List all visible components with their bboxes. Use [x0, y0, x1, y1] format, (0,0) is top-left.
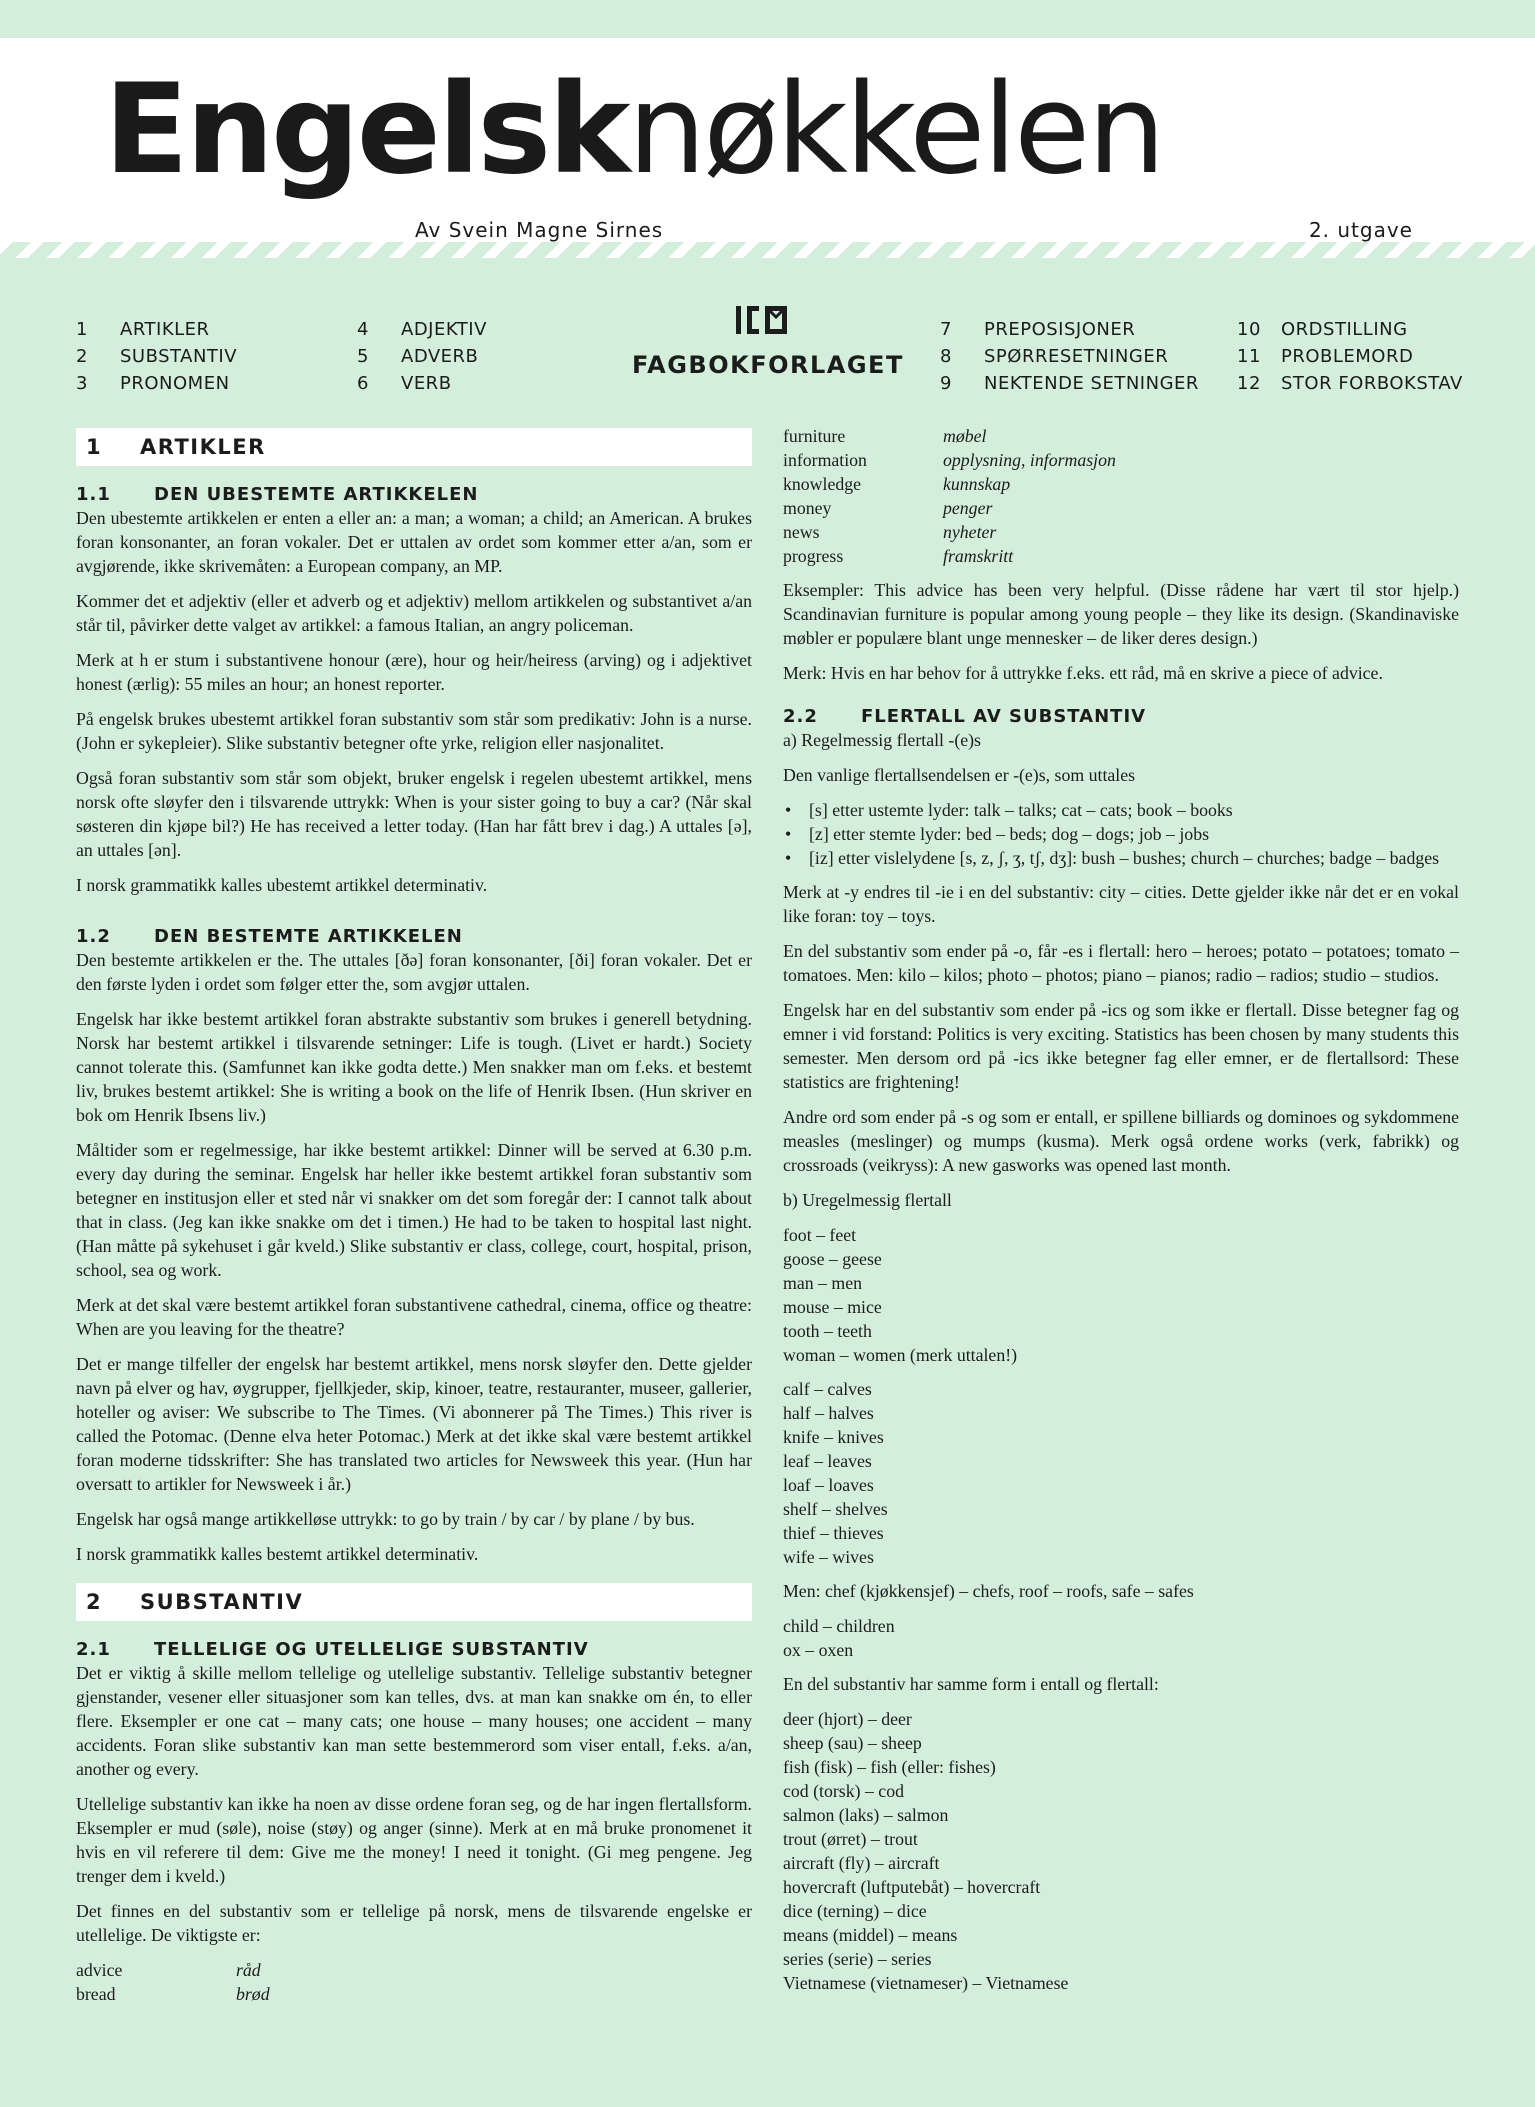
list-item: leaf – leaves — [783, 1451, 872, 1471]
toc-item: 3 PRONOMEN — [76, 373, 230, 394]
word-list — [783, 1223, 1459, 1367]
paragraph: Engelsk har ikke bestemt artikkel foran abstrakte substantiv som brukes i generell betydning. Norsk har bestemt artikkel i tilsvarende setninger: Life is tough. (Livet er hardt.) Society cannot tolerate this. (Samfunnet kan ikke godta dette.) Men snakker man om f.eks. et bestemt liv, brukes bestemt artikkel: She is writing a book on the life of Henrik Ibsen. (Hun skriver en bok om Henrik Ibsens liv.) — [76, 1009, 752, 1125]
toc-item: 1 ARTIKLER — [76, 319, 210, 340]
list-item: shelf – shelves — [783, 1499, 888, 1519]
word-pair: news nyheter — [783, 522, 997, 542]
list-item: sheep (sau) – sheep — [783, 1733, 922, 1753]
paragraph: En del substantiv som ender på -o, får -es i flertall: hero – heroes; potato – potatoes; tomato – tomatoes. Men: kilo – kilos; photo – photos; piano – pianos; radio – radios; studio – studios. — [783, 941, 1459, 985]
paragraph: Kommer det et adjektiv (eller et adverb og et adjektiv) mellom artikkelen og substantivet a/an står til, påvirker dette valget av artikkel: a famous Italian, an angry policeman. — [76, 591, 752, 635]
word-pair: information opplysning, informasjon — [783, 450, 1116, 470]
list-item: Vietnamese (vietnameser) – Vietnamese — [783, 1973, 1069, 1993]
paragraph: Den vanlige flertallsendelsen er -(e)s, som uttales — [783, 765, 1136, 785]
paragraph: Den bestemte artikkelen er the. The uttales [ðə] foran konsonanter, [ði] foran vokaler. Det er den første lyden i ordet som følger etter the, som avgjør uttalen. — [76, 950, 752, 994]
list-item: dice (terning) – dice — [783, 1901, 927, 1921]
list-item: ox – oxen — [783, 1640, 854, 1660]
toc-item: 7 PREPOSISJONER — [940, 319, 1136, 340]
paragraph: Måltider som er regelmessige, har ikke bestemt artikkel: Dinner will be served at 6.30 p.m. every day during the seminar. Engelsk har heller ikke bestemt artikkel foran substantiv som betegner en institusjon eller et sted når vi snakker om det som foregår der: I cannot talk about that in class. (Jeg kan ikke snakke om det i timen.) He had to be taken to hospital last night. (Han måtte på sykehuset i går kveld.) Slike substantiv er class, college, court, hospital, prison, school, sea og work. — [76, 1140, 752, 1280]
list-item: child – children — [783, 1616, 895, 1636]
list-item: wife – wives — [783, 1547, 874, 1567]
toc-column-3 — [940, 316, 1199, 397]
paragraph: En del substantiv har samme form i entall og flertall: — [783, 1674, 1159, 1694]
paragraph: Det er viktig å skille mellom tellelige og utellelige substantiv. Tellelige substantiv betegner gjenstander, vesener eller situasjoner som kan telles, dvs. at man kan snakke om én, to eller flere. Eksempler er one cat – many cats; one house – many houses; one accident – many accidents. Foran slike substantiv kan man sette bestemmerord som viser entall, f.eks. a/an, another og every. — [76, 1663, 752, 1779]
toc-item: 11 PROBLEMORD — [1237, 346, 1414, 367]
paragraph: Utellelige substantiv kan ikke ha noen av disse ordene foran seg, og de har ingen flertallsform. Eksempler er mud (søle), noise (støy) og anger (sinne). Merk at en må bruke pronomenet it hvis en vil referere til dem: Give me the money! I need it tonight. (Gi meg pengene. Jeg trenger dem i kveld.) — [76, 1794, 752, 1886]
sub-label: a) Regelmessig flertall -(e)s — [783, 730, 981, 750]
paragraph: Også foran substantiv som står som objekt, bruker engelsk i regelen ubestemt artikkel, mens norsk ofte sløyfer den i tilsvarende uttrykk: When is your sister going to buy a car? (Når skal søsteren din kjøpe bil?) He has received a letter today. (Han har fått brev i dag.) A uttales [ə], an uttales [ən]. — [76, 768, 752, 860]
paragraph: I norsk grammatikk kalles bestemt artikkel determinativ. — [76, 1544, 479, 1564]
word-list — [783, 1707, 1459, 1995]
toc-item: 12 STOR FORBOKSTAV — [1237, 373, 1463, 394]
word-pair: bread brød — [76, 1984, 270, 2004]
right-column — [783, 424, 1459, 2005]
paragraph: Engelsk har også mange artikkelløse uttrykk: to go by train / by car / by plane / by bus. — [76, 1509, 695, 1529]
list-item: thief – thieves — [783, 1523, 884, 1543]
list-item: salmon (laks) – salmon — [783, 1805, 949, 1825]
toc-column-2 — [357, 316, 487, 397]
word-pair: advice råd — [76, 1960, 261, 1980]
subsection-heading: 1.1 DEN UBESTEMTE ARTIKKELEN — [76, 484, 479, 505]
paragraph: Merk: Hvis en har behov for å uttrykke f.eks. ett råd, må en skrive a piece of advice. — [783, 663, 1383, 683]
edition: 2. utgave — [1308, 218, 1413, 242]
toc-item: 8 SPØRRESETNINGER — [940, 346, 1169, 367]
subsection-heading: 1.2 DEN BESTEMTE ARTIKKELEN — [76, 926, 463, 947]
list-item: woman – women (merk uttalen!) — [783, 1345, 1018, 1365]
toc-column-1 — [76, 316, 237, 397]
fagbokforlaget-logo-icon — [734, 302, 790, 338]
list-item: goose – geese — [783, 1249, 882, 1269]
paragraph: På engelsk brukes ubestemt artikkel foran substantiv som står som predikativ: John is a nurse. (John er sykepleier). Slike substantiv betegner ofte yrke, religion eller nasjonalitet. — [76, 709, 752, 753]
paragraph: Merk at det skal være bestemt artikkel foran substantivene cathedral, cinema, office og theatre: When are you leaving for the theatre? — [76, 1295, 752, 1339]
list-item: loaf – loaves — [783, 1475, 874, 1495]
bullet-item: • [s] etter ustemte lyder: talk – talks; cat – cats; book – books — [783, 798, 1459, 822]
toc-column-4 — [1237, 316, 1463, 397]
word-pair: money penger — [783, 498, 993, 518]
list-item: cod (torsk) – cod — [783, 1781, 904, 1801]
list-item: deer (hjort) – deer — [783, 1709, 912, 1729]
section-heading-artikler: 1 ARTIKLER — [76, 428, 752, 466]
word-pair-list — [76, 1958, 752, 2006]
list-item: trout (ørret) – trout — [783, 1829, 918, 1849]
subsection-heading: 2.2 FLERTALL AV SUBSTANTIV — [783, 706, 1147, 727]
toc-item: 5 ADVERB — [357, 346, 479, 367]
sub-label: b) Uregelmessig flertall — [783, 1190, 952, 1210]
word-pair: furniture møbel — [783, 426, 987, 446]
word-pair: knowledge kunnskap — [783, 474, 1011, 494]
paragraph: Merk at h er stum i substantivene honour (ære), hour og heir/heiress (arving) og i adjektivet honest (ærlig): 55 miles an hour; an honest reporter. — [76, 650, 752, 694]
paragraph: Det er mange tilfeller der engelsk har bestemt artikkel, mens norsk sløyfer den. Dette gjelder navn på elver og hav, øygrupper, fjellkjeder, skip, kinoer, teatre, restauranter, museer, gallerier, hoteller og aviser: We subscribe to The Times. (Vi abonnerer på The Times.) This river is called the Potomac. (Denne elva heter Potomac.) Merk at det ikke skal være bestemt artikkel foran moderne tidsskrifter: She has translated two articles for Newsweek this year. (Hun har oversatt to artikler for Newsweek i år.) — [76, 1354, 752, 1494]
toc-item: 4 ADJEKTIV — [357, 319, 487, 340]
list-item: aircraft (fly) – aircraft — [783, 1853, 940, 1873]
list-item: tooth – teeth — [783, 1321, 872, 1341]
header-stripe-divider — [0, 242, 1535, 258]
paragraph: Eksempler: This advice has been very helpful. (Disse rådene har vært til stor hjelp.) Scandinavian furniture is popular among young people – they like its design. (Skandinaviske møbler er populære blant unge mennesker – de liker deres design.) — [783, 580, 1459, 648]
bullet-item: • [z] etter stemte lyder: bed – beds; dog – dogs; job – jobs — [783, 822, 1459, 846]
paragraph: Engelsk har en del substantiv som ender på -ics og som ikke er flertall. Disse betegner fag og emner i vid forstand: Politics is very exciting. Statistics has been chosen by many students this semester. Men dersom ord på -ics ikke betegner fag eller emner, er de flertallsord: These statistics are frightening! — [783, 1000, 1459, 1092]
toc-item: 9 NEKTENDE SETNINGER — [940, 373, 1199, 394]
toc-item: 10 ORDSTILLING — [1237, 319, 1408, 340]
section-heading-substantiv: 2 SUBSTANTIV — [76, 1583, 752, 1621]
list-item: means (middel) – means — [783, 1925, 958, 1945]
word-pair-list — [783, 424, 1459, 568]
list-item: knife – knives — [783, 1427, 884, 1447]
page-title: Engelsknøkkelen — [104, 58, 1163, 202]
paragraph: Det finnes en del substantiv som er tellelige på norsk, mens de tilsvarende engelske er utellelige. De viktigste er: — [76, 1901, 752, 1945]
list-item: half – halves — [783, 1403, 874, 1423]
publisher-logo — [632, 302, 904, 379]
paragraph: Andre ord som ender på -s og som er entall, er spillene billiards og dominoes og sykdommene measles (meslinger) og mumps (kusma). Merk også ordene works (verk, fabrikk) og crossroads (veikryss): A new gasworks was opened last month. — [783, 1107, 1459, 1175]
list-item: calf – calves — [783, 1379, 872, 1399]
list-item: mouse – mice — [783, 1297, 882, 1317]
paragraph: Den ubestemte artikkelen er enten a eller an: a man; a woman; a child; an American. A brukes foran konsonanter, an foran vokaler. Det er uttalen av ordet som kommer etter a/an, som er avgjørende, ikke skrivemåten: a European company, an MP. — [76, 508, 752, 576]
toc-item: 6 VERB — [357, 373, 452, 394]
paragraph: Merk at -y endres til -ie i en del substantiv: city – cities. Dette gjelder ikke når det er en vokal like foran: toy – toys. — [783, 882, 1459, 926]
paragraph: Men: chef (kjøkkensjef) – chefs, roof – roofs, safe – safes — [783, 1581, 1194, 1601]
list-item: hovercraft (luftputebåt) – hovercraft — [783, 1877, 1041, 1897]
toc-item: 2 SUBSTANTIV — [76, 346, 238, 367]
word-pair: progress framskritt — [783, 546, 1014, 566]
publisher-name: FAGBOKFORLAGET — [632, 351, 904, 379]
word-list — [783, 1377, 1459, 1569]
bullet-list — [783, 798, 1459, 870]
list-item: foot – feet — [783, 1225, 857, 1245]
list-item: man – men — [783, 1273, 863, 1293]
subsection-heading: 2.1 TELLELIGE OG UTELLELIGE SUBSTANTIV — [76, 1639, 589, 1660]
bullet-item: • [iz] etter vislelydene [s, z, ʃ, ʒ, tʃ, dʒ]: bush – bushes; church – churches; badge – badges — [783, 846, 1459, 870]
word-list — [783, 1614, 1459, 1662]
list-item: series (serie) – series — [783, 1949, 932, 1969]
author: Av Svein Magne Sirnes — [415, 218, 664, 242]
left-column — [76, 428, 752, 2016]
paragraph: I norsk grammatikk kalles ubestemt artikkel determinativ. — [76, 875, 488, 895]
list-item: fish (fisk) – fish (eller: fishes) — [783, 1757, 996, 1777]
